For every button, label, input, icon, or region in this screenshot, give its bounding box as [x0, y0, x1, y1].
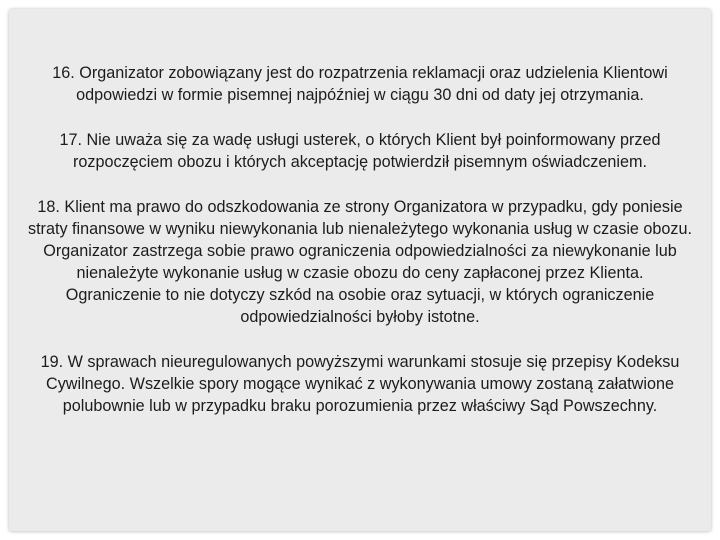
slide-panel [9, 9, 711, 531]
paragraph-16: 16. Organizator zobowiązany jest do rozpatrzenia reklamacji oraz udzielenia Klientowi odpowiedzi w formie pisemnej najpóźniej w ciągu 30 dni od daty jej otrzymania. [52, 64, 668, 104]
slide-body [27, 62, 693, 417]
paragraph-18: 18. Klient ma prawo do odszkodowania ze strony Organizatora w przypadku, gdy poniesie straty finansowe w wyniku niewykonania lub nienależytego wykonania usług w czasie obozu. Organizator zastrzega sobie prawo ograniczenia odpowiedzialności za niewykonanie lub nienależyte wykonanie usług w czasie obozu do ceny zapłaconej przez Klienta. Ograniczenie to nie dotyczy szkód na osobie oraz sytuacji, w których ograniczenie odpowiedzialności byłoby istotne. [27, 198, 693, 326]
paragraph-19: 19. W sprawach nieuregulowanych powyższymi warunkami stosuje się przepisy Kodeksu Cywilnego. Wszelkie spory mogące wynikać z wykonywania umowy zostaną załatwione polubownie lub w przypadku braku porozumienia przez właściwy Sąd Powszechny. [40, 353, 680, 415]
paragraph-17: 17. Nie uważa się za wadę usługi usterek, o których Klient był poinformowany przed rozpoczęciem obozu i których akceptację potwierdził pisemnym oświadczeniem. [59, 131, 661, 171]
